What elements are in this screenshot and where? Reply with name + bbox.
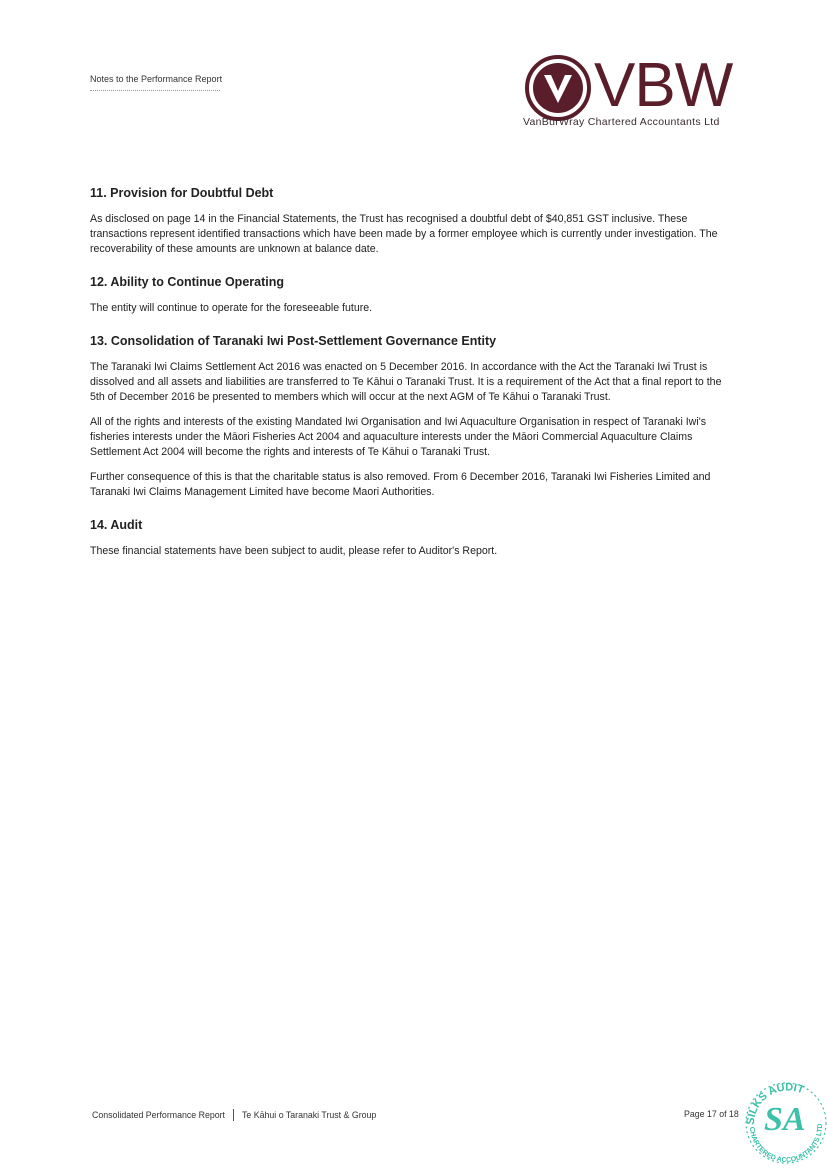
audit-stamp <box>740 1075 827 1167</box>
section-audit <box>90 518 735 559</box>
section-doubtful-debt <box>90 186 735 257</box>
section-title: 14. Audit <box>90 518 143 532</box>
footer-separator <box>233 1109 234 1121</box>
logo-subtitle: VanBurWray Chartered Accountants Ltd <box>523 116 720 128</box>
header-rule <box>90 90 220 91</box>
section-title: 12. Ability to Continue Operating <box>90 275 284 289</box>
section-continue-operating <box>90 275 735 316</box>
section-title: 11. Provision for Doubtful Debt <box>90 186 274 200</box>
notes-content <box>90 186 735 577</box>
section-title: 13. Consolidation of Taranaki Iwi Post-Settlement Governance Entity <box>90 334 497 348</box>
section-paragraph: The Taranaki Iwi Claims Settlement Act 2016 was enacted on 5 December 2016. In accordance with the Act the Taranaki Iwi Trust is dissolved and all assets and liabilities are transferred to Te Kāhui o Taranaki Trust. It is a requirement of the Act that a final report to the 5th of December 2016 be presented to members which will occur at the next AGM of Te Kāhui o Taranaki Trust. <box>90 361 722 403</box>
section-paragraph: As disclosed on page 14 in the Financial Statements, the Trust has recognised a doubtful debt of $40,851 GST inclusive. These transactions represent identified transactions which have been made by a former employee which is currently under investigation. The recoverability of these amounts are unknown at balance date. <box>90 213 718 255</box>
page-number: Page 17 of 18 <box>684 1109 739 1119</box>
stamp-top-text: SILKS AUDIT <box>744 1081 806 1126</box>
section-paragraph: The entity will continue to operate for the foreseeable future. <box>90 302 373 314</box>
stamp-bottom-text: CHARTERED ACCOUNTANTS LTD <box>747 1123 825 1165</box>
footer-entity-name: Te Kāhui o Taranaki Trust & Group <box>242 1110 377 1120</box>
vbw-logo <box>522 51 734 135</box>
logo-word: VBW <box>594 51 733 120</box>
stamp-initials: SA <box>764 1101 806 1138</box>
section-paragraph: These financial statements have been subject to audit, please refer to Auditor's Report. <box>90 545 498 557</box>
section-consolidation <box>90 334 735 500</box>
footer <box>92 1109 376 1121</box>
section-paragraph: Further consequence of this is that the charitable status is also removed. From 6 December 2016, Taranaki Iwi Fisheries Limited and Taranaki Iwi Claims Management Limited have become Maori Authorities. <box>90 471 711 498</box>
footer-report-name: Consolidated Performance Report <box>92 1110 226 1120</box>
section-paragraph: All of the rights and interests of the existing Mandated Iwi Organisation and Iwi Aquaculture Organisation in respect of Taranaki Iwi's fisheries interests under the Māori Fisheries Act 2004 and aquaculture interests under the Māori Commercial Aquaculture Claims Settlement Act 2004 will become the rights and interests of Te Kāhui o Taranaki Trust. <box>90 416 707 458</box>
header-label: Notes to the Performance Report <box>90 74 223 84</box>
